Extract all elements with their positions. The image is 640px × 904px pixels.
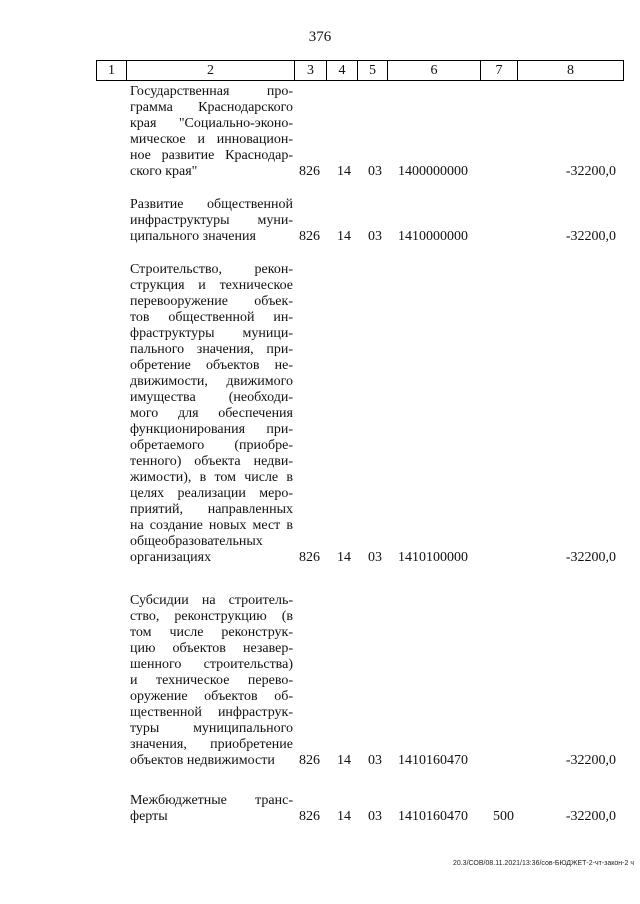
section-code: 14 [337, 753, 351, 768]
row-description [130, 262, 293, 566]
description-line: Государственная про- [130, 84, 293, 99]
description-line: струкция и техническое [130, 278, 293, 293]
column-header-row [97, 61, 624, 81]
ministry-code: 826 [299, 809, 320, 824]
subsection-code: 03 [368, 550, 382, 565]
description-line: на создание новых мест в [130, 518, 293, 533]
description-line: шенного строительства) [130, 657, 293, 672]
subsection-code: 03 [368, 164, 382, 179]
ministry-code: 826 [299, 164, 320, 179]
amount: -32200,0 [565, 550, 616, 565]
description-line: обретение объектов не- [130, 358, 293, 373]
description-line: инфраструктуры муни- [130, 213, 293, 228]
description-line: ное развитие Краснодар- [130, 148, 293, 163]
description-line: и техническое перево- [130, 673, 293, 688]
target-article-code: 1410160470 [398, 809, 468, 824]
description-line: значения, приобретение [130, 737, 293, 752]
description-line: края "Социально-эконо- [130, 116, 293, 131]
description-line: ского края" [130, 164, 198, 179]
page-number: 376 [308, 29, 332, 45]
row-description [130, 793, 293, 825]
ministry-code: 826 [299, 229, 320, 244]
description-line: мическое и инновацион- [130, 132, 293, 147]
description-line: грамма Краснодарского [130, 100, 293, 115]
description-line: Межбюджетные транс- [130, 793, 293, 808]
column-header: 7 [481, 61, 518, 81]
description-line: перевооружение объек- [130, 294, 293, 309]
section-code: 14 [337, 809, 351, 824]
description-line: туры муниципального [130, 721, 293, 736]
subsection-code: 03 [368, 809, 382, 824]
description-line: функционирования при- [130, 422, 293, 437]
description-line: Субсидии на строитель- [130, 593, 293, 608]
column-header: 5 [358, 61, 388, 81]
amount: -32200,0 [565, 753, 616, 768]
row-description [130, 197, 293, 245]
description-line: ципального значения [130, 229, 256, 244]
description-line: оружение объектов об- [130, 689, 293, 704]
column-header: 4 [327, 61, 358, 81]
document-footer: 20.3/СОВ/08.11.2021/13:36/сов-БЮДЖЕТ-2-чт-закон-2 ч [452, 860, 634, 867]
ministry-code: 826 [299, 550, 320, 565]
expense-type-code: 500 [493, 809, 514, 824]
description-line: движимости, движимого [130, 374, 293, 389]
amount: -32200,0 [565, 809, 616, 824]
column-header: 3 [295, 61, 327, 81]
column-header: 2 [127, 61, 295, 81]
description-line: ство, реконструкцию (в [130, 609, 293, 624]
amount: -32200,0 [565, 164, 616, 179]
description-line: том числе реконструк- [130, 625, 293, 640]
section-code: 14 [337, 229, 351, 244]
description-line: имущества (необходи- [130, 390, 293, 405]
description-line: организациях [130, 550, 212, 565]
row-description [130, 593, 293, 769]
description-line: Развитие общественной [130, 197, 293, 212]
description-line: пального значения, при- [130, 342, 293, 357]
target-article-code: 1410160470 [398, 753, 468, 768]
description-line: мого для обеспечения [130, 406, 293, 421]
target-article-code: 1400000000 [398, 164, 468, 179]
description-line: приятий, направленных [130, 502, 293, 517]
description-line: Строительство, рекон- [130, 262, 293, 277]
description-line: ферты [130, 809, 168, 824]
description-line: объектов недвижимости [130, 753, 275, 768]
target-article-code: 1410100000 [398, 550, 468, 565]
amount: -32200,0 [565, 229, 616, 244]
section-code: 14 [337, 164, 351, 179]
description-line: обретаемого (приобре- [130, 438, 293, 453]
description-line: целях реализации меро- [130, 486, 293, 501]
description-line: цию объектов незавер- [130, 641, 293, 656]
target-article-code: 1410000000 [398, 229, 468, 244]
description-line: жимости), в том числе в [130, 470, 293, 485]
column-header: 8 [518, 61, 624, 81]
description-line: общеобразовательных [130, 534, 263, 549]
description-line: щественной инфраструк- [130, 705, 293, 720]
column-header: 6 [388, 61, 481, 81]
subsection-code: 03 [368, 753, 382, 768]
subsection-code: 03 [368, 229, 382, 244]
description-line: тенного) объекта недви- [130, 454, 293, 469]
section-code: 14 [337, 550, 351, 565]
ministry-code: 826 [299, 753, 320, 768]
description-line: тов общественной ин- [130, 310, 293, 325]
description-line: фраструктуры муници- [130, 326, 293, 341]
column-header-table [96, 60, 624, 81]
column-header: 1 [97, 61, 127, 81]
row-description [130, 84, 293, 180]
